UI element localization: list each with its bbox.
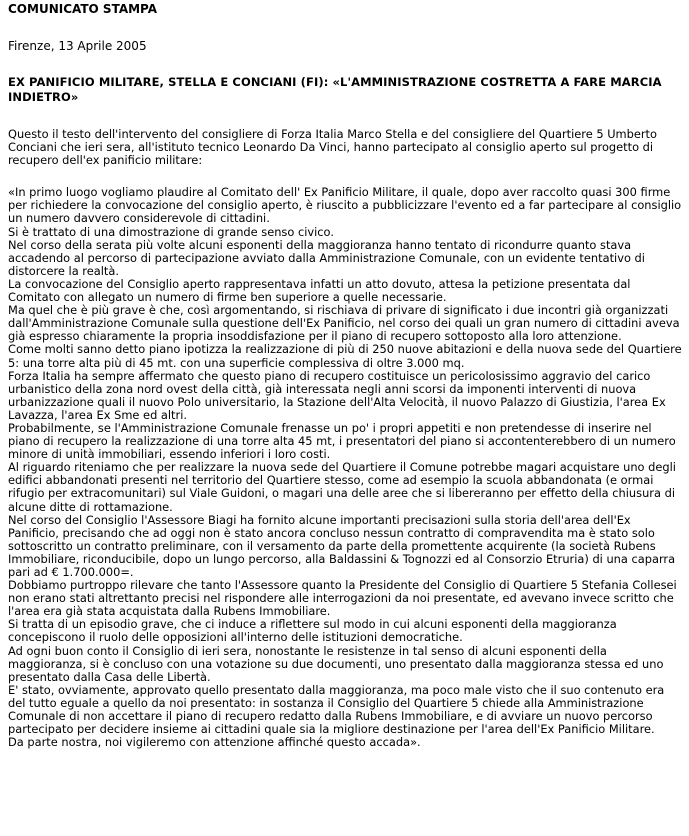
- release-date: Firenze, 13 Aprile 2005: [8, 39, 147, 53]
- body-paragraph: Nel corso della serata più volte alcuni esponenti della maggioranza hanno tentato di ricondurre quanto stava accadendo al percorso di partecipazione avviato dalla Amministrazione Comunale, con un evidente tentativo di distorcere la realtà.: [8, 237, 645, 278]
- body-paragraph: Dobbiamo purtroppo rilevare che tanto l'Assessore quanto la Presidente del Consiglio di Quartiere 5 Stefania Collesei non erano stati altrettanto precisi nel rispondere alle interrogazioni da noi presentate, ed avevano invece scritto che l'area era già stata acquistata dalla Rubens Immobiliare.: [8, 578, 677, 619]
- intro-paragraph: Questo il testo dell'intervento del consigliere di Forza Italia Marco Stella e del consigliere del Quartiere 5 Umberto Conciani che ieri sera, all'istituto tecnico Leonardo Da Vinci, hanno partecipato al consiglio aperto sul progetto di recupero dell'ex panificio militare:: [8, 127, 657, 168]
- body-paragraph: E' stato, ovviamente, approvato quello presentato dalla maggioranza, ma poco male visto che il suo contenuto era del tutto eguale a quello da noi presentato: in sostanza il Consiglio del Quartiere 5 chiede alla Amministrazione Comunale di non accettare il piano di recupero redatto dalla Rubens Immobiliare, e di avviare un nuovo percorso partecipato per decidere insieme ai cittadini quale sia la migliore destinazione per l'area dell'Ex Panificio Militare.: [8, 682, 665, 737]
- body-paragraph: Al riguardo riteniamo che per realizzare la nuova sede del Quartiere il Comune potrebbe magari acquistare uno degli edifici abbandonati presenti nel territorio del Quartiere stesso, come ad esempio la scuola abbandonata (e ormai rifugio per extracomunitari) sul Viale Guidoni, o magari una delle aree che si libereranno per effetto della chiusura di alcune ditte di rottamazione.: [8, 460, 676, 514]
- body-paragraph: Come molti sanno detto piano ipotizza la realizzazione di più di 250 nuove abitazioni e della nuova sede del Quartiere 5: una torre alta più di 45 mt. con una superficie complessiva di oltre 3.000 mq.: [8, 342, 682, 370]
- document-heading: COMUNICATO STAMPA: [8, 2, 158, 16]
- body-paragraph: Si è trattato di una dimostrazione di grande senso civico.: [8, 224, 334, 239]
- body-paragraph: Ad ogni buon conto il Consiglio di ieri sera, nonostante le resistenze in tal senso di alcuni esponenti della maggioranza, si è concluso con una votazione su due documenti, uno presentato dalla maggioranza stessa ed uno presentato dalla Casa delle Libertà.: [8, 643, 664, 684]
- body-paragraph: Nel corso del Consiglio l'Assessore Biagi ha fornito alcune importanti precisazioni sulla storia dell'area dell'Ex Panificio, precisando che ad oggi non è stato ancora concluso nessun contratto di compravendita ma è stato solo sottoscritto un contratto preliminare, con il versamento da parte della promettente acquirente (la società Rubens Immobiliare, riconducibile, dopo un lungo percorso, alla Baldassini & Tognozzi ed al Consorzio Etruria) di una caparra pari ad € 1.700.000=.: [8, 512, 676, 579]
- body-paragraph: Probabilmente, se l'Amministrazione Comunale frenasse un po' i propri appetiti e non pretendesse di inserire nel piano di recupero la realizzazione di una torre alta 45 mt, i presentatori del piano si accontenterebbero di un numero minore di unità immobiliari, essendo inferiori i loro costi.: [8, 420, 676, 462]
- body-paragraph: Forza Italia ha sempre affermato che questo piano di recupero costituisce un pericolosissimo aggravio del carico urbanistico della zona nord ovest della città, già interessata negli anni scorsi da imponenti interventi di nuova urbanizzazione quali il nuovo Polo universitario, la Stazione dell'Alta Velocità, il nuovo Palazzo di Giustizia, l'area Ex Lavazza, l'area Ex Sme ed altri.: [8, 368, 666, 422]
- press-release-document: [8, 0, 684, 749]
- body-paragraph: La convocazione del Consiglio aperto rappresentava infatti un atto dovuto, attesa la petizione presentata dal Comitato con allegato un numero di firme ben superiore a quelle necessarie.: [8, 276, 631, 305]
- body-paragraph: «In primo luogo vogliamo plaudire al Comitato dell' Ex Panificio Militare, il quale, dopo aver raccolto quasi 300 firme per richiedere la convocazione del consiglio aperto, è riuscito a pubblicizzare l'evento ed a far partecipare al consiglio un numero davvero considerevole di cittadini.: [8, 185, 682, 226]
- body-paragraph: Si tratta di un episodio grave, che ci induce a riflettere sul modo in cui alcuni esponenti della maggioranza concepiscono il ruolo delle opposizioni all'interno delle istituzioni democratiche.: [8, 617, 617, 645]
- body-paragraph: Da parte nostra, noi vigileremo con attenzione affinché questo accada».: [8, 735, 421, 750]
- body-paragraph: Ma quel che è più grave è che, così argomentando, si rischiava di privare di significato i due incontri già organizzati dall'Amministrazione Comunale sulla questione dell'Ex Panificio, nel corso dei quali un gran numero di cittadini aveva già espresso chiaramente la propria insoddisfazione per il piano di recupero sottoposto alla loro attenzione.: [8, 303, 680, 344]
- release-title: EX PANIFICIO MILITARE, STELLA E CONCIANI (FI): «L'AMMINISTRAZIONE COSTRETTA A FARE MARCIA INDIETRO»: [8, 75, 662, 104]
